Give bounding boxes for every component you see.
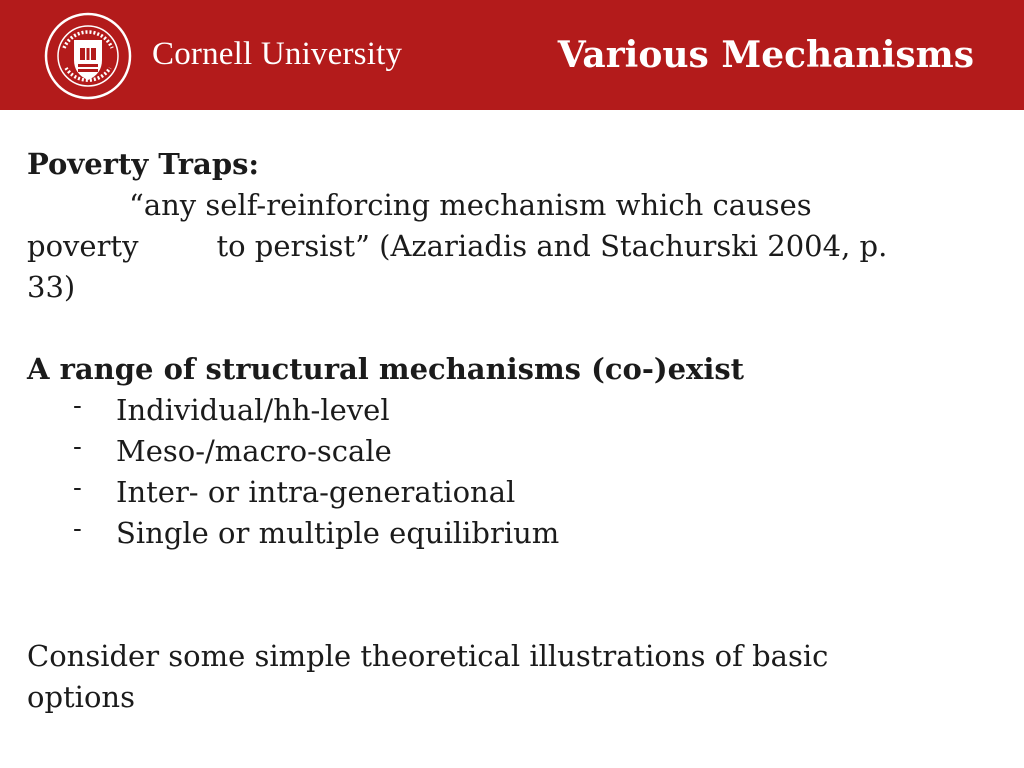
bullet-dash: - [73,432,82,462]
list-item [27,390,987,431]
quote-line-2-part-1: poverty [27,229,139,263]
poverty-traps-heading: Poverty Traps: [27,147,260,181]
list-item [27,431,987,472]
quote-line-2-part-2: to persist” (Azariadis and Stachurski 2004, p. [216,229,888,263]
list-item-text: Single or multiple equilibrium [116,516,560,550]
mechanism-list [27,390,987,554]
bullet-dash: - [73,473,82,503]
list-item-text: Individual/hh-level [116,393,390,427]
quote-line-1: “any self-reinforcing mechanism which causes [129,188,812,222]
list-item [27,472,987,513]
mechanisms-heading: A range of structural mechanisms (co-)exist [27,352,745,386]
slide-body [27,144,987,718]
list-item [27,513,987,554]
cornell-seal-logo [44,12,132,100]
closing-line-2: options [27,680,135,714]
bullet-dash: - [73,514,82,544]
header-bar [0,0,1024,110]
list-item-text: Inter- or intra-generational [116,475,516,509]
quote-line-3: 33) [27,270,76,304]
quote-line-2 [27,226,987,267]
closing-line-1: Consider some simple theoretical illustrations of basic [27,639,829,673]
slide-title: Various Mechanisms [557,34,974,76]
university-wordmark: Cornell University [152,36,403,72]
list-item-text: Meso-/macro-scale [116,434,392,468]
bullet-dash: - [73,391,82,421]
